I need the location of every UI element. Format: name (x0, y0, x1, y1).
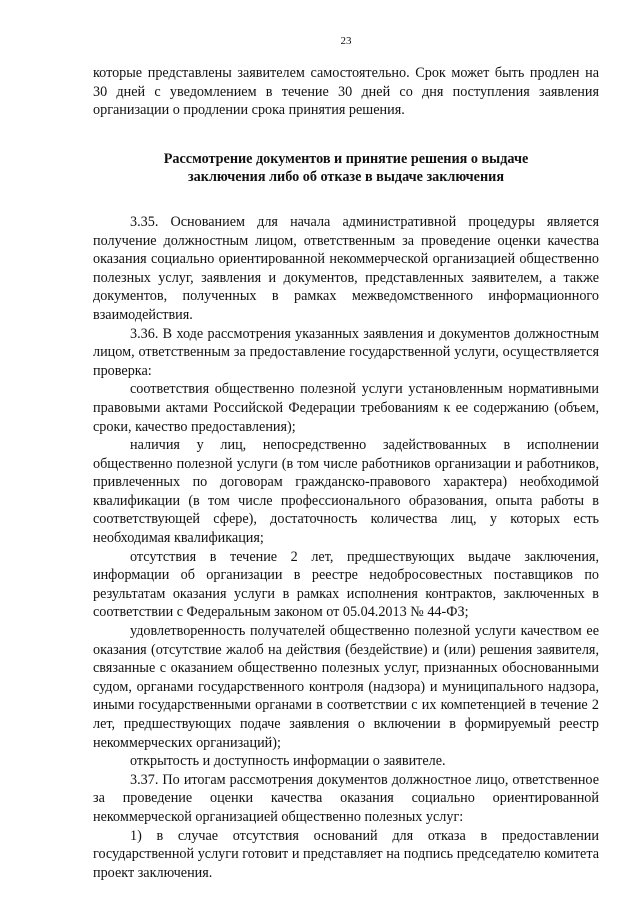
check-item-registry: отсутствия в течение 2 лет, предшествующих выдаче заключения, информации об организации в реестре недобросовестных поставщиков по результатам оказания услуги в рамках исполнения контрактов, заключенных в соответствии с Федеральным законом от 05.04.2013 № 44-ФЗ; (93, 548, 599, 621)
paragraph-3-37-item-1: 1) в случае отсутствия оснований для отказа в предоставлении государственной услуги готовит и представляет на подпись председателю комитета проект заключения. (93, 827, 599, 881)
check-item-qualification: наличия у лиц, непосредственно задействованных в исполнении общественно полезной услуги (в том числе работников организации и работников, привлеченных по договорам гражданско-правового характера) необходимой квалификации (в том числе профессионального образования, опыта работы в соответствующей сфере), достаточность количества лиц, у которых есть необходимая квалификация; (93, 437, 599, 547)
paragraph-3-37: 3.37. По итогам рассмотрения документов должностное лицо, ответственное за проведение оценки качества оказания социально ориентированной некоммерческой организацией общественно полезных услуг: (93, 771, 599, 825)
section-heading: Рассмотрение документов и принятие решения о выдаче заключения либо об отказе в выдаче заключения (163, 150, 529, 186)
paragraph-continuation: которые представлены заявителем самостоятельно. Срок может быть продлен на 30 дней с уведомлением в течение 30 дней со дня поступления заявления организации о продлении срока принятия решения. (93, 65, 599, 119)
paragraph-3-35: 3.35. Основанием для начала административной процедуры является получение должностным лицом, ответственным за проведение оценки качества оказания социально ориентированной некоммерческой организацией общественно полезных услуг, заявления и документов, представленных заявителем, а также документов, полученных в рамках межведомственного информационного взаимодействия. (93, 213, 599, 323)
check-item-openness: открытость и доступность информации о заявителе. (130, 753, 446, 770)
check-item-compliance: соответствия общественно полезной услуги установленным нормативными правовыми актами Российской Федерации требованиям к ее содержанию (объем, сроки, качество предоставления); (93, 381, 599, 435)
page-number: 23 (340, 35, 352, 47)
paragraph-3-36: 3.36. В ходе рассмотрения указанных заявления и документов должностным лицом, ответственным за предоставление государственной услуги, осуществляется проверка: (93, 325, 599, 379)
document-page (93, 34, 599, 882)
check-item-satisfaction: удовлетворенность получателей общественно полезной услуги качеством ее оказания (отсутствие жалоб на действия (бездействие) и (или) решения заявителя, связанные с оказанием общественно полезных услуг, признанных обоснованными судом, органами государственного контроля (надзора) и муниципального надзора, иными государственными органами в соответствии с их компетенцией в течение 2 лет, предшествующих подаче заявления о включении в формируемый реестр некоммерческих организаций); (93, 623, 599, 751)
